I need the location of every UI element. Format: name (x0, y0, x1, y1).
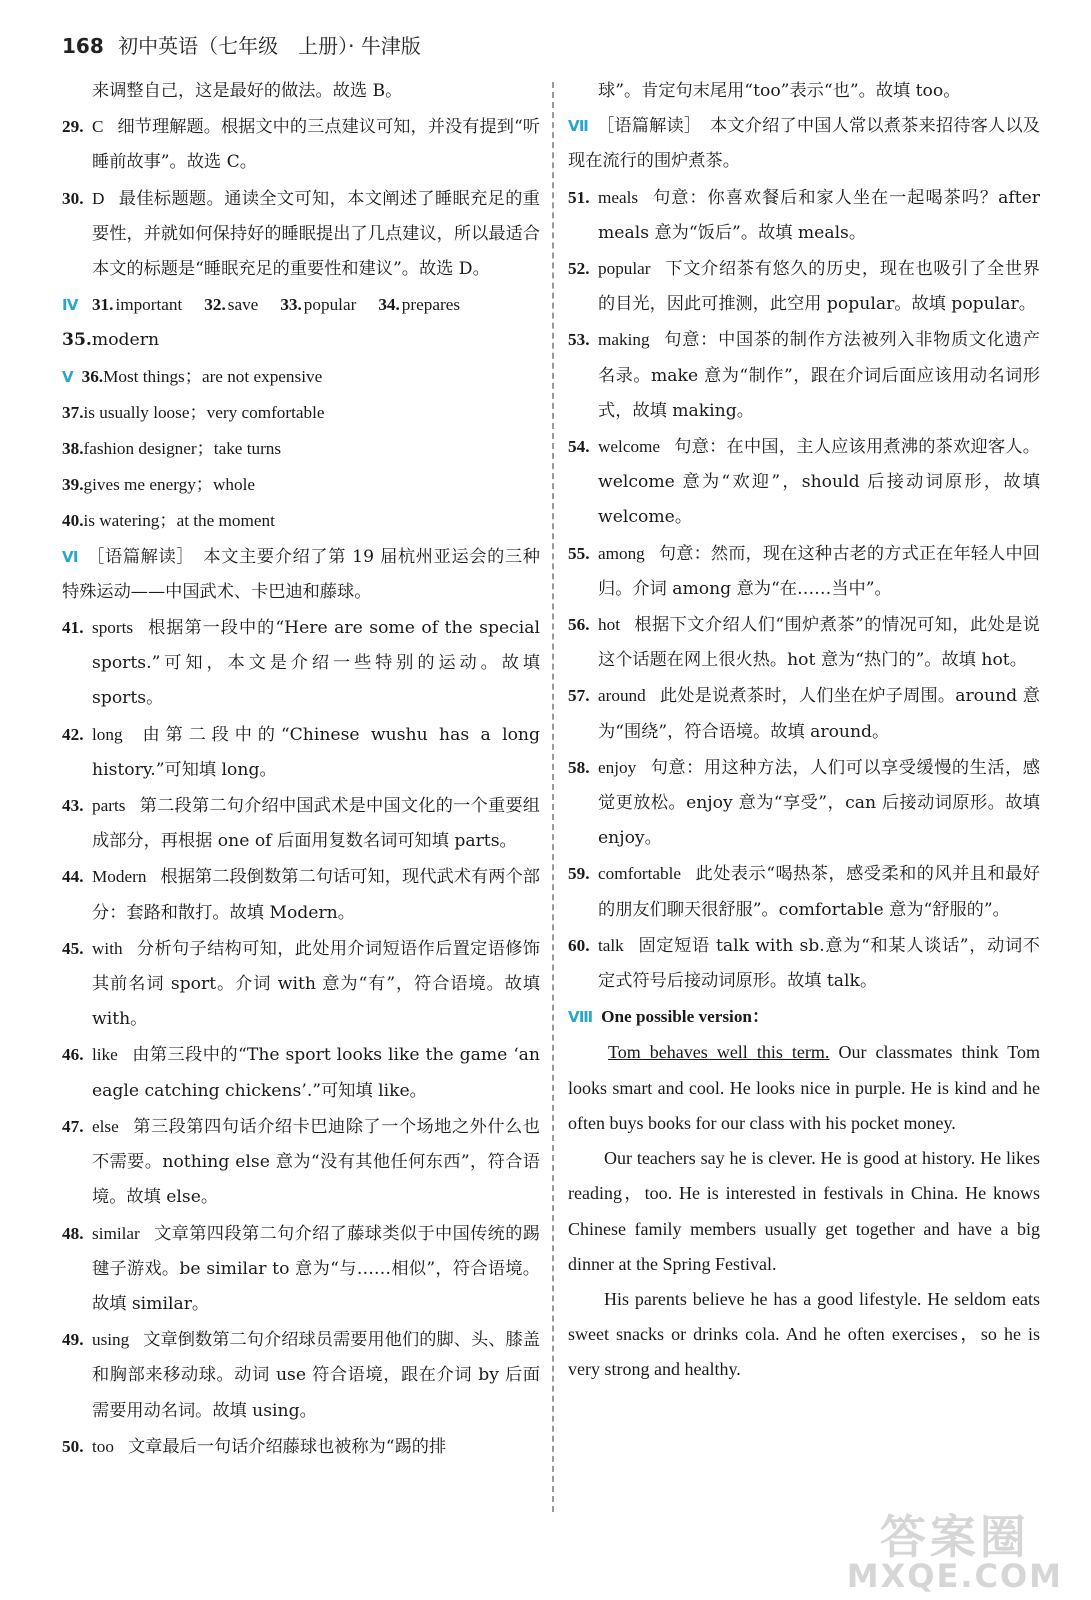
question-number: 36. (81, 366, 104, 386)
page-header (62, 30, 421, 62)
question-number: 51. (568, 187, 590, 207)
explanation-text: 文章最后一句话介绍藤球也被称为“踢的排 (127, 1436, 447, 1457)
watermark-url: MXQE.COM (846, 1557, 1063, 1595)
answer-text: gives me energy；whole (83, 475, 255, 495)
question-number: 50. (62, 1436, 84, 1456)
book-title: 初中英语（七年级 上册）· 牛津版 (118, 34, 421, 58)
answer-word: else (92, 1116, 119, 1136)
page-number: 168 (62, 34, 104, 58)
answer-list-b (62, 610, 540, 1465)
question-number: 46. (62, 1045, 84, 1065)
explanation-text: 此处是说煮茶时，人们坐在炉子周围。around 意为“围绕”，符合语境。故填 around。 (598, 686, 1040, 742)
answer-item (568, 251, 1040, 322)
explanation-text: 文章第四段第二句介绍了藤球类似于中国传统的踢毽子游戏。be similar to 意为“与……相似”，符合语境。故填 similar。 (92, 1223, 540, 1314)
answer-text: fashion designer；take turns (83, 439, 282, 459)
question-number: 58. (568, 757, 590, 777)
answer-list-c (568, 180, 1040, 1000)
question-number: 53. (568, 330, 590, 350)
question-number: 45. (62, 938, 84, 958)
left-column (62, 74, 540, 1465)
watermark-text: 答案圈 (879, 1510, 1030, 1564)
answer-item (568, 322, 1040, 429)
question-number: 40. (62, 511, 84, 531)
question-number: 52. (568, 259, 590, 279)
essay-text: Our classmates think Tom looks smart and cool. He looks nice in purple. He is kind and he often buys books for our class with his pocket money. (568, 1042, 1040, 1133)
question-number: 57. (568, 686, 590, 706)
answer-word: parts (92, 796, 126, 816)
explanation-text: 根据第二段倒数第二句话可知，现代武术有两个部分：套路和散打。故填 Modern。 (92, 867, 540, 923)
answer-text: is usually loose；very comfortable (83, 402, 325, 422)
question-number: 42. (62, 724, 84, 744)
answer-item (62, 931, 540, 1038)
explanation-text: 此处表示“喝热茶，感受柔和的风并且和最好的朋友们聊天很舒服”。comfortable 意为“舒服的”。 (598, 864, 1040, 920)
answer-item (62, 1037, 540, 1108)
explanation-text: 第二段第二句介绍中国武术是中国文化的一个重要组成部分，再根据 one of 后面用复数名词可知填 parts。 (92, 796, 540, 852)
answer-line (62, 395, 540, 431)
answer-item (62, 788, 540, 859)
answer-text: Most things；are not expensive (103, 366, 323, 386)
explanation-text: 句意：中国茶的制作方法被列入非物质文化遗产名录。make 意为“制作”，跟在介词后面应该用动名词形式，故填 making。 (598, 330, 1040, 421)
inline-answer (204, 295, 258, 314)
answer-word: comfortable (598, 864, 682, 884)
essay-paragraph: His parents believe he has a good lifestyle. He seldom eats sweet snacks or drinks cola. And he often exercises，so he is very strong and healthy. (568, 1288, 1040, 1380)
answer-item (568, 607, 1040, 678)
answer-word: talk (598, 935, 624, 955)
answer-text: popular (303, 295, 357, 315)
section-6-intro (62, 540, 540, 610)
answer-word: Modern (92, 867, 147, 887)
answer-item (62, 859, 540, 930)
answer-item (568, 536, 1040, 607)
question-number: 56. (568, 615, 590, 635)
answer-item (568, 928, 1040, 999)
question-number: 38. (62, 439, 84, 459)
section-7-intro (568, 109, 1040, 179)
essay-topic-sentence: Tom behaves well this term. (608, 1042, 830, 1063)
question-number: 32. (204, 295, 226, 315)
question-number: 54. (568, 437, 590, 457)
answer-item (568, 429, 1040, 536)
answer-word: around (598, 686, 646, 706)
intro-text: ［语篇解读］ 本文主要介绍了第 19 届杭州亚运会的三种特殊运动——中国武术、卡巴迪和藤球。 (62, 546, 540, 602)
carry-over-text: 球”。肯定句末尾用“too”表示“也”。故填 too。 (598, 81, 961, 101)
explanation-text: 下文介绍茶有悠久的历史，现在也吸引了全世界的目光，因此可推测，此空用 popular。故填 popular。 (598, 259, 1040, 315)
section-8-heading (568, 999, 1040, 1035)
question-number: 34. (378, 295, 400, 315)
section-marker: Ⅶ (568, 117, 589, 136)
question-number: 33. (280, 295, 302, 315)
answer-line (62, 467, 540, 503)
essay-paragraph (568, 1035, 1040, 1141)
question-number: 37. (62, 402, 84, 422)
answer-word: too (92, 1436, 114, 1456)
explanation-text: 句意：你喜欢餐后和家人坐在一起喝茶吗？after meals 意为“饭后”。故填 meals。 (598, 187, 1040, 243)
right-column (568, 74, 1040, 1388)
question-number: 39. (62, 475, 84, 495)
question-number: 47. (62, 1116, 84, 1136)
section-4 (62, 287, 540, 323)
section-marker: Ⅳ (62, 296, 79, 315)
answer-word: among (598, 543, 645, 563)
answer-word: C (92, 117, 104, 137)
section-marker: Ⅷ (568, 1008, 594, 1027)
explanation-text: 由第二段中的“Chinese wushu has a long history.”可知填 long。 (92, 724, 540, 780)
explanation-text: 最佳标题题。通读全文可知，本文阐述了睡眠充足的重要性，并就如何保持好的睡眠提出了几点建议，所以最适合本文的标题是“睡眠充足的重要性和建议”。故选 D。 (92, 188, 540, 280)
answer-word: like (92, 1045, 118, 1065)
explanation-text: 根据第一段中的“Here are some of the special sports.”可知，本文是介绍一些特别的运动。故填 sports。 (92, 618, 540, 709)
inline-answer (280, 295, 356, 314)
answer-word: popular (598, 259, 651, 279)
explanation-text: 分析句子结构可知，此处用介词短语作后置定语修饰其前名词 sport。介词 with 意为“有”，符合语境。故填 with。 (92, 938, 540, 1030)
answer-item (62, 1322, 540, 1429)
question-number: 60. (568, 935, 590, 955)
question-number: 49. (62, 1330, 84, 1350)
answer-line (62, 431, 540, 467)
explanation-text: 句意：用这种方法，人们可以享受缓慢的生活，感觉更放松。enjoy 意为“享受”，can 后接动词原形。故填 enjoy。 (598, 757, 1040, 849)
question-number: 31. (91, 295, 114, 315)
explanation-text: 第三段第四句话介绍卡巴迪除了一个场地之外什么也不需要。nothing else 意为“没有其他任何东西”，符合语境。故填 else。 (92, 1116, 540, 1208)
carry-over-text: 来调整自己，这是最好的做法。故选 B。 (92, 81, 403, 101)
watermark-logo (846, 1510, 1063, 1595)
section-marker: Ⅴ (62, 367, 74, 386)
intro-text: ［语篇解读］ 本文介绍了中国人常以煮茶来招待客人以及现在流行的围炉煮茶。 (568, 116, 1040, 172)
question-number: 35. (62, 330, 92, 351)
explanation-text: 句意：然而，现在这种古老的方式正在年轻人中回归。介词 among 意为“在……当中”。 (598, 543, 1040, 599)
answer-item (62, 1109, 540, 1216)
answer-item (62, 610, 540, 717)
question-number: 41. (62, 618, 84, 638)
answer-line (62, 359, 540, 395)
question-number: 30. (62, 188, 84, 208)
answer-word: welcome (598, 437, 661, 457)
question-number: 59. (568, 864, 590, 884)
explanation-text: 根据下文介绍人们“围炉煮茶”的情况可知，此处是说这个话题在网上很火热。hot 意为“热门的”。故填 hot。 (598, 615, 1040, 671)
explanation-text: 由第三段中的“The sport looks like the game ‘an eagle catching chickens’.”可知填 like。 (92, 1045, 540, 1101)
explanation-text: 细节理解题。根据文中的三点建议可知，并没有提到“听睡前故事”。故选 C。 (92, 117, 540, 173)
answer-item (568, 678, 1040, 749)
essay-heading: One possible version： (601, 1007, 770, 1027)
answer-text: prepares (401, 295, 461, 315)
explanation-text: 句意：在中国，主人应该用煮沸的茶欢迎客人。welcome 意为“欢迎”，should 后接动词原形，故填 welcome。 (598, 437, 1040, 528)
answer-text: modern (91, 330, 160, 351)
answer-word: using (92, 1330, 130, 1350)
answer-item (568, 180, 1040, 251)
answer-word: D (92, 188, 105, 208)
inline-answer (378, 295, 460, 314)
answer-word: long (92, 724, 123, 744)
answer-text: is watering；at the moment (83, 511, 275, 531)
section-4-line2 (62, 323, 540, 358)
answer-item (62, 181, 540, 288)
answer-item (62, 109, 540, 180)
section-marker: Ⅵ (62, 547, 79, 566)
section-5 (62, 359, 540, 540)
explanation-text: 固定短语 talk with sb.意为“和某人谈话”，动词不定式符号后接动词原形。故填 talk。 (598, 935, 1040, 992)
answer-item (62, 1216, 540, 1323)
answer-word: hot (598, 615, 620, 635)
section-4-answers (92, 295, 482, 315)
answer-item (568, 750, 1040, 857)
question-number: 29. (62, 117, 84, 137)
answer-list-a (62, 109, 540, 287)
answer-text: important (115, 295, 183, 315)
question-number: 48. (62, 1223, 84, 1243)
answer-word: sports (92, 618, 134, 638)
column-divider (552, 82, 554, 1512)
answer-word: meals (598, 187, 639, 207)
answer-word: making (598, 330, 650, 350)
essay-paragraph: Our teachers say he is clever. He is good at history. He likes reading，too. He is interested in festivals in China. He knows Chinese family members usually get together and have a big dinner at the Spring Festival. (568, 1148, 1040, 1274)
answer-word: similar (92, 1223, 140, 1243)
question-number: 55. (568, 543, 590, 563)
inline-answer (92, 295, 182, 314)
answer-word: enjoy (598, 757, 637, 777)
answer-word: with (92, 938, 123, 958)
answer-item (62, 1429, 540, 1465)
answer-item (62, 717, 540, 788)
question-number: 44. (62, 867, 84, 887)
answer-text: save (227, 295, 259, 315)
model-essay (568, 1035, 1040, 1387)
answer-line (62, 503, 540, 539)
question-number: 43. (62, 796, 84, 816)
answer-item (568, 856, 1040, 927)
explanation-text: 文章倒数第二句介绍球员需要用他们的脚、头、膝盖和胸部来移动球。动词 use 符合语境，跟在介词 by 后面需要用动名词。故填 using。 (92, 1330, 540, 1421)
